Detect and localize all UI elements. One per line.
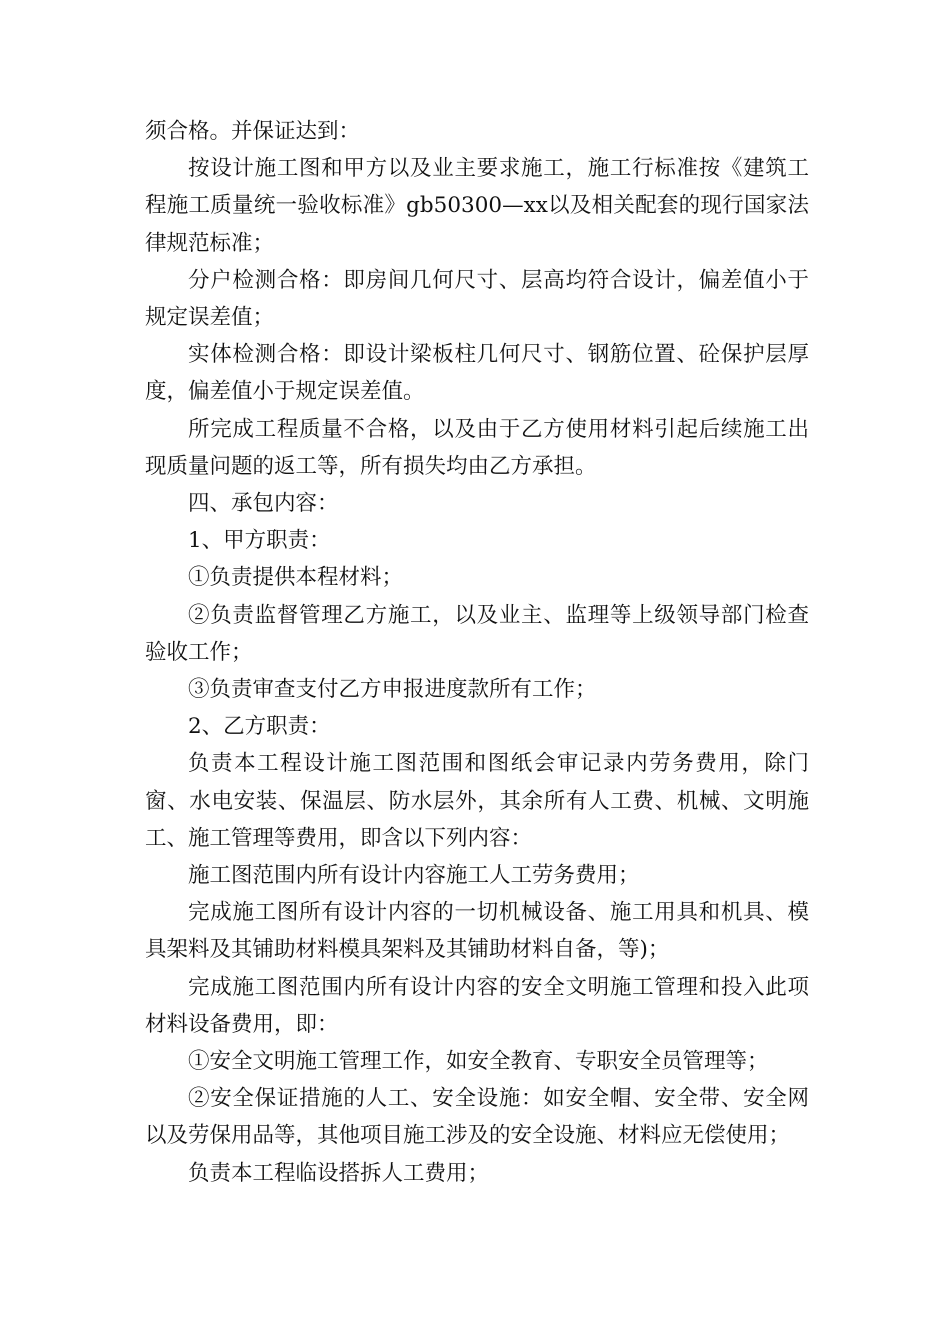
list-item-party-a-3: ③负责审查支付乙方申报进度款所有工作；: [188, 677, 597, 703]
paragraph-temporary-facilities: 负责本工程临设搭拆人工费用；: [188, 1160, 490, 1186]
paragraph-unit-inspection: 分户检测合格：即房间几何尺寸、层高均符合设计，偏差值小于规定误差值；: [145, 267, 809, 331]
list-item-party-a-2: ②负责监督管理乙方施工，以及业主、监理等上级领导部门检查验收工作；: [145, 602, 809, 665]
list-item-safety-2: ②安全保证措施的人工、安全设施：如安全帽、安全带、安全网以及劳保用品等，其他项目施工涉及的安全设施、材料应无偿使用；: [145, 1086, 809, 1149]
paragraph-equipment-materials: 完成施工图所有设计内容的一切机械设备、施工用具和机具、模具架料及其铺助材料模具架料及其铺助材料自备，等)；: [145, 900, 809, 963]
list-item-party-a-1: ①负责提供本程材料；: [188, 565, 404, 591]
paragraph-safety-management-cost: 完成施工图范围内所有设计内容的安全文明施工管理和投入此项材料设备费用，即：: [145, 974, 809, 1037]
document-body: [145, 113, 809, 1192]
subheading-party-b-duties: 2、乙方职责：: [188, 714, 331, 740]
paragraph-labor-cost: 施工图范围内所有设计内容施工人工劳务费用；: [188, 863, 640, 889]
paragraph-party-b-cost-scope: 负责本工程设计施工图范围和图纸会审记录内劳务费用，除门窗、水电安装、保温层、防水层外，其余所有人工费、机械、文明施工、施工管理等费用，即含以下列内容：: [145, 751, 809, 851]
paragraph-entity-inspection: 实体检测合格：即设计梁板柱几何尺寸、钢筋位置、砼保护层厚度，偏差值小于规定误差值。: [145, 342, 809, 405]
paragraph-continuation: 须合格。并保证达到：: [145, 119, 361, 144]
paragraph-construction-standard: 按设计施工图和甲方以及业主要求施工，施工行标准按《建筑工程施工质量统一验收标准》gb50300—xx以及相关配套的现行国家法律规范标准；: [145, 156, 809, 256]
section-heading-contract-scope: 四、承包内容：: [188, 491, 339, 517]
paragraph-quality-liability: 所完成工程质量不合格，以及由于乙方使用材料引起后续施工出现质量问题的返工等，所有损失均由乙方承担。: [145, 416, 809, 479]
list-item-safety-1: ①安全文明施工管理工作，如安全教育、专职安全员管理等；: [188, 1049, 769, 1075]
subheading-party-a-duties: 1、甲方职责：: [188, 528, 331, 554]
